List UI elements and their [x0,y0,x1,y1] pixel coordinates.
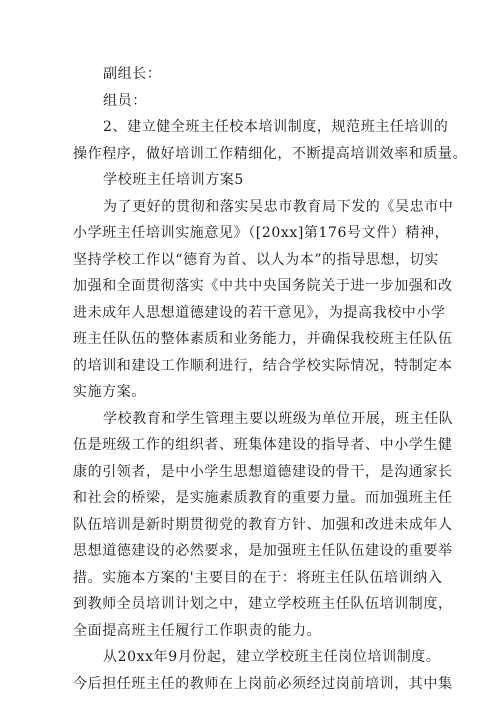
text-line: 全面提高班主任履行工作职责的能力。 [73,623,322,639]
text-line: 到教师全员培训计划之中，建立学校班主任队伍培训制度， [73,596,453,612]
text-line: 进未成年人思想道德建设的若干意见》，为提高我校中小学 [73,305,446,321]
text-line: 思想道德建设的必然要求，是加强班主任队伍建设的重要举 [73,543,453,559]
text-line: 坚持学校工作以“德育为首、以人为本”的指导思想，切实 [73,252,439,268]
text-line: 队伍培训是新时期贯彻党的教育方针、加强和改进未成年人 [73,517,453,533]
text-line: 实施方案。 [73,384,146,400]
text-line: 措。实施本方案的'主要目的在于：将班主任队伍培训纳入 [73,570,443,586]
text-line: 康的引领者，是中小学生思想道德建设的骨干，是沟通家长 [73,464,453,480]
text-line: 伍是班级工作的组织者、班集体建设的指导者、中小学生健 [73,437,453,453]
section-heading: 学校班主任培训方案5 [103,172,244,188]
text-line: 操作程序，做好培训工作精细化，不断提高培训效率和质量。 [73,146,468,162]
text-line: 从20xx年9月份起，建立学校班主任岗位培训制度。 [103,649,441,665]
text-line: 2、建立健全班主任校本培训制度，规范班主任培训的 [103,119,449,135]
text-line: 加强和全面贯彻落实《中共中央国务院关于进一步加强和改 [73,278,453,294]
text-line: 副组长： [103,66,162,82]
text-line: 学校教育和学生管理主要以班级为单位开展，班主任队 [103,411,454,427]
text-line: 今后担任班主任的教师在上岗前必须经过岗前培训，其中集 [73,676,453,692]
text-line: 班主任队伍的整体素质和业务能力，并确保我校班主任队伍 [73,331,453,347]
text-line: 组员： [103,93,147,109]
text-line: 为了更好的贯彻和落实吴忠市教育局下发的《吴忠市中 [103,199,454,215]
text-line: 小学班主任培训实施意见》（[20xx]第176号文件）精神， [73,225,450,241]
text-line: 和社会的桥梁，是实施素质教育的重要力量。而加强班主任 [73,490,453,506]
text-line: 的培训和建设工作顺利进行，结合学校实际情况，特制定本 [73,358,453,374]
